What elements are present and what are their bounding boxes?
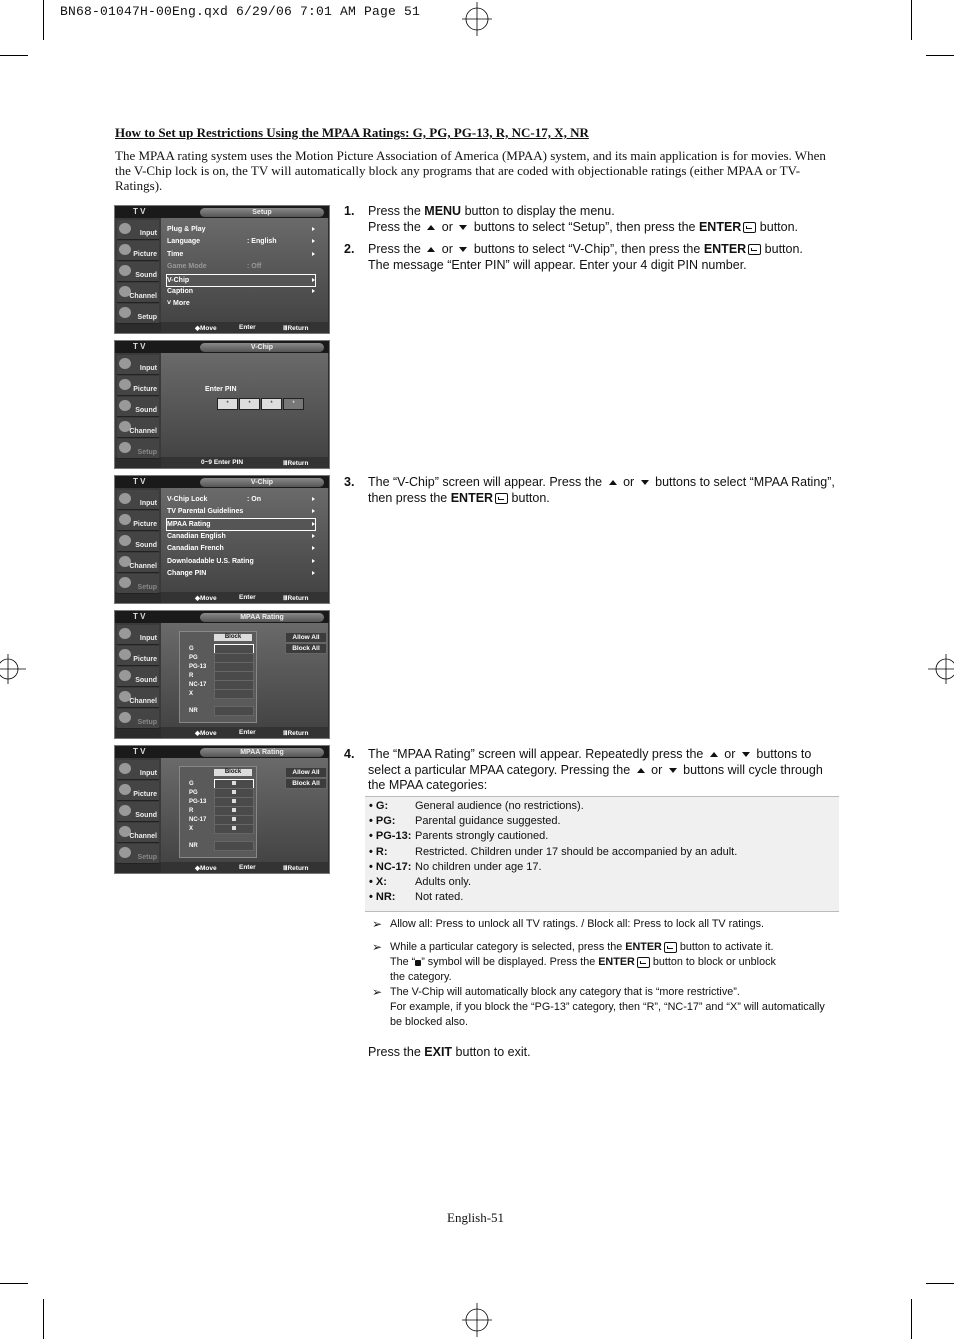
input-icon	[119, 223, 131, 234]
step-1: 1. Press the MENU button to display the menu. Press the or buttons to select “Setup”, then press the ENTER button.	[344, 204, 799, 234]
mpaa-ratings-table	[365, 796, 839, 912]
tv-screen-setup: T V Setup Input Picture Sound Channel Setup Plug & Play Language : English Time Game Mode : Off V-Chip Caption ˅ More ◆Move Enter ⅢReturn	[114, 205, 330, 334]
crop-mark	[0, 1283, 28, 1284]
crop-mark	[911, 1299, 912, 1339]
sound-icon	[119, 535, 131, 546]
lock-icon	[232, 826, 236, 830]
sound-icon	[119, 670, 131, 681]
menu-item-selected: V-Chip	[166, 274, 316, 287]
lock-icon	[232, 790, 236, 794]
up-arrow-icon	[427, 247, 435, 252]
up-arrow-icon	[427, 225, 435, 230]
crop-mark	[43, 0, 44, 40]
crop-mark	[0, 55, 28, 56]
input-icon	[119, 358, 131, 369]
lock-icon	[415, 960, 421, 966]
registration-mark-bottom	[462, 1303, 492, 1337]
setup-icon	[119, 307, 131, 318]
menu-item: Caption	[167, 286, 315, 297]
crop-mark	[911, 0, 912, 40]
lock-icon	[232, 799, 236, 803]
down-arrow-icon	[459, 225, 467, 230]
rating-row: • X: Adults only.	[369, 876, 472, 888]
screen-title: Setup	[200, 208, 324, 217]
pin-digit: *	[261, 398, 282, 410]
step-4: 4. The “MPAA Rating” screen will appear. Repeatedly press the or buttons to select a particular MPAA category. Pressing the or buttons will cycle through the MPAA categories:	[344, 747, 823, 792]
crop-mark	[43, 1299, 44, 1339]
note-enter-activate: ➢ While a particular category is selected, press the ENTER button to activate it. The “ ” symbol will be displayed. Press the ENTER button to block or unblock the category.	[372, 940, 776, 983]
picture-icon	[119, 514, 131, 525]
enter-pin-label: Enter PIN	[205, 386, 237, 393]
tv-screen-mpaa-rating: T V MPAA Rating Input Picture Sound Channel Setup Block G PG PG-13 R NC-17 X NR Allow All Block All ◆Move Enter ⅢReturn	[114, 610, 330, 739]
page-number: English-51	[447, 1210, 505, 1225]
rating-row: • G: General audience (no restrictions).	[369, 800, 584, 812]
pin-digit: *	[283, 398, 304, 410]
picture-icon	[119, 784, 131, 795]
up-arrow-icon	[609, 480, 617, 485]
sound-icon	[119, 265, 131, 276]
note-auto-block: ➢ The V-Chip will automatically block any category that is “more restrictive”. For example, if you block the “PG-13” category, then “R”, “NC-17” and “X” will automatically be blocked also.	[372, 985, 825, 1028]
down-arrow-icon	[641, 480, 649, 485]
step-3: 3. The “V-Chip” screen will appear. Press the or buttons to select “MPAA Rating”, then press the ENTER button.	[344, 475, 835, 505]
step-2: 2. Press the or buttons to select “V-Chip”, then press the ENTER button. The message “Enter PIN” will appear. Enter your 4 digit PIN number.	[344, 242, 803, 272]
note-arrow-icon: ➢	[372, 940, 383, 954]
enter-icon	[495, 493, 508, 504]
enter-icon	[664, 942, 677, 953]
input-icon	[119, 763, 131, 774]
enter-icon	[748, 244, 761, 255]
rating-panel: Block G PG PG-13 R NC-17 X NR	[179, 631, 257, 723]
setup-icon	[119, 577, 131, 588]
tv-screen-mpaa-rating-locked: T V MPAA Rating Input Picture Sound Channel Setup Block G PG PG-13 R NC-17 X NR Allow All Block All ◆Move Enter ⅢReturn	[114, 745, 330, 874]
exit-instruction: Press the EXIT button to exit.	[368, 1045, 531, 1059]
print-slug: BN68-01047H-00Eng.qxd 6/29/06 7:01 AM Page 51	[60, 4, 421, 19]
sidebar-item-picture: Picture	[117, 241, 159, 261]
intro-paragraph: The MPAA rating system uses the Motion Picture Association of America (MPAA) system, and its main application is for movies. When the V-Chip lock is on, the TV will automatically block any programs that are coded with objectionable ratings (either MPAA or TV-Ratings).	[115, 148, 826, 193]
crop-mark	[926, 1283, 954, 1284]
page-title: How to Set up Restrictions Using the MPAA Ratings: G, PG, PG-13, R, NC-17, X, NR	[115, 125, 589, 140]
setup-icon	[119, 442, 131, 453]
screen-title: V-Chip	[200, 343, 324, 352]
setup-icon	[119, 712, 131, 723]
menu-item: Game Mode : Off	[167, 263, 262, 270]
pin-digit: *	[217, 398, 238, 410]
rating-panel: Block G PG PG-13 R NC-17 X NR	[179, 766, 257, 858]
allow-all-button: Allow All	[285, 767, 327, 778]
sidebar-item-channel: Channel	[117, 283, 159, 303]
up-arrow-icon	[710, 752, 718, 757]
enter-icon	[743, 222, 756, 233]
lock-icon	[232, 817, 236, 821]
registration-mark-top	[462, 2, 492, 36]
note-allow-block: ➢ Allow all: Press to unlock all TV ratings. / Block all: Press to lock all TV ratings.	[372, 917, 765, 931]
up-arrow-icon	[637, 768, 645, 773]
screen-title: MPAA Rating	[200, 748, 324, 757]
menu-item: Time	[167, 249, 315, 260]
tv-screen-enter-pin: T V V-Chip Input Picture Sound Channel Setup Enter PIN * * * * 0~9 Enter PIN ⅢReturn	[114, 340, 330, 469]
pin-digit: *	[239, 398, 260, 410]
allow-all-button: Allow All	[285, 632, 327, 643]
menu-item: Plug & Play	[167, 224, 315, 235]
input-icon	[119, 628, 131, 639]
note-arrow-icon: ➢	[372, 985, 383, 999]
tv-screen-vchip: T V V-Chip Input Picture Sound Channel Setup V-Chip Lock : On TV Parental Guidelines MPAA Rating Canadian English Canadian French Downloadable U.S. Rating Change PIN ◆Move Enter ⅢReturn	[114, 475, 330, 604]
menu-item: Language : English	[167, 236, 315, 247]
sidebar-item-input: Input	[117, 220, 159, 240]
screen-title: MPAA Rating	[200, 613, 324, 622]
block-all-button: Block All	[285, 643, 327, 654]
rating-row: • R: Restricted. Children under 17 should be accompanied by an adult.	[369, 846, 738, 858]
screen-title: V-Chip	[200, 478, 324, 487]
sidebar-item-sound: Sound	[117, 262, 159, 282]
menu-item: ˅ More	[167, 300, 190, 307]
note-arrow-icon: ➢	[372, 917, 383, 931]
lock-icon	[232, 808, 236, 812]
sound-icon	[119, 805, 131, 816]
picture-icon	[119, 379, 131, 390]
rating-row: • NR: Not rated.	[369, 891, 464, 903]
down-arrow-icon	[669, 768, 677, 773]
block-all-button: Block All	[285, 778, 327, 789]
rating-row: • NC-17: No children under age 17.	[369, 861, 542, 873]
picture-icon	[119, 244, 131, 255]
lock-icon	[232, 781, 236, 785]
enter-icon	[637, 957, 650, 968]
rating-row: • PG: Parental guidance suggested.	[369, 815, 561, 827]
setup-icon	[119, 847, 131, 858]
down-arrow-icon	[742, 752, 750, 757]
registration-mark-right	[928, 654, 954, 684]
input-icon	[119, 493, 131, 504]
registration-mark-left	[0, 654, 26, 684]
sound-icon	[119, 400, 131, 411]
crop-mark	[926, 55, 954, 56]
picture-icon	[119, 649, 131, 660]
sidebar-item-setup: Setup	[117, 304, 159, 324]
rating-row: • PG-13: Parents strongly cautioned.	[369, 830, 549, 842]
down-arrow-icon	[459, 247, 467, 252]
